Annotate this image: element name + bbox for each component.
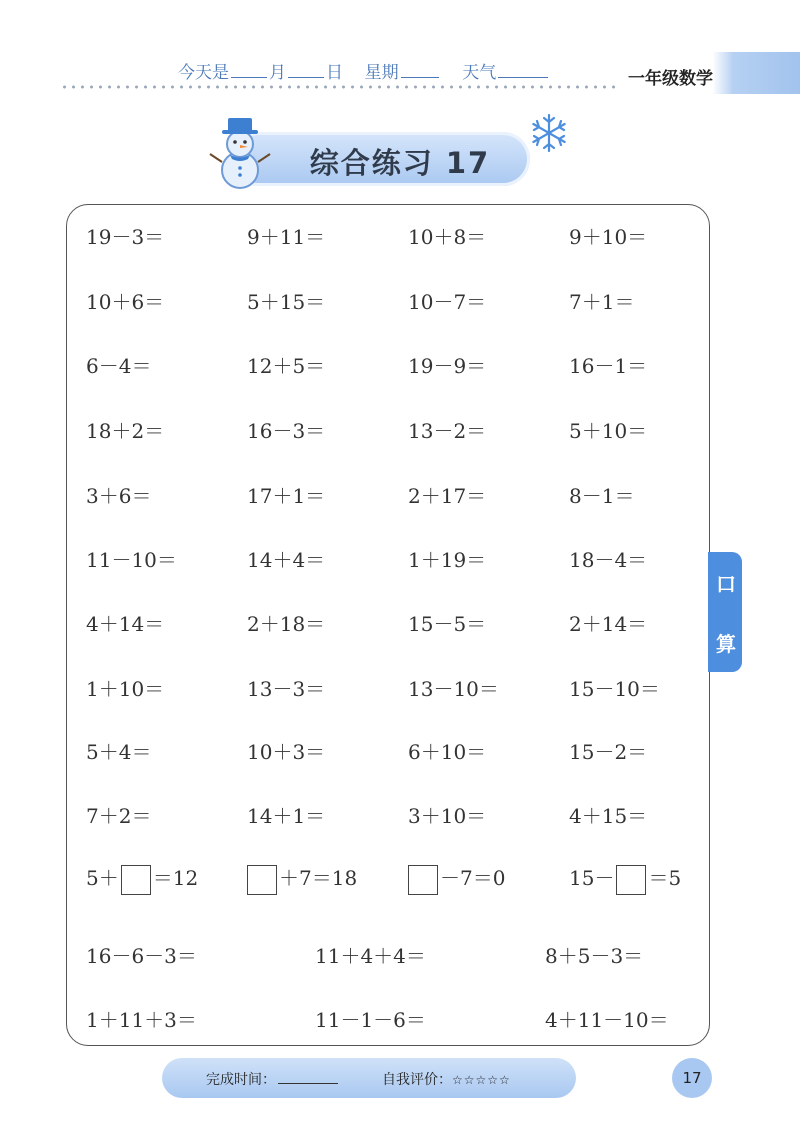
grade-label: 一年级数学 <box>628 69 713 89</box>
problem: 11－10＝ <box>86 548 177 572</box>
answer-box[interactable] <box>616 865 646 895</box>
weather-blank[interactable] <box>498 61 548 78</box>
problem: 19－9＝ <box>408 354 487 378</box>
snowflake-icon <box>528 112 570 154</box>
problem: 16－1＝ <box>569 354 648 378</box>
self-eval-label: 自我评价： <box>382 1072 452 1088</box>
weather-label: 天气 <box>462 63 497 83</box>
problem-part: 15－ <box>569 866 615 890</box>
problem: 6－4＝ <box>86 354 152 378</box>
day-blank[interactable] <box>288 61 324 78</box>
problem: 1＋19＝ <box>408 548 487 572</box>
fill-blank-problem <box>245 862 357 895</box>
problem: 1＋10＝ <box>86 677 165 701</box>
problem: 2＋14＝ <box>569 612 648 636</box>
problem: 14＋4＝ <box>247 548 326 572</box>
problem: 10＋6＝ <box>86 290 165 314</box>
problem: 14＋1＝ <box>247 804 326 828</box>
problem: 6＋10＝ <box>408 740 487 764</box>
problem: 19－3＝ <box>86 225 165 249</box>
problem: 11＋4＋4＝ <box>315 944 426 968</box>
rating-stars[interactable]: ☆☆☆☆☆ <box>452 1073 511 1087</box>
problem: 1＋11＋3＝ <box>86 1008 197 1032</box>
problem-part: ＋7＝18 <box>279 866 358 890</box>
problem: 18＋2＝ <box>86 419 165 443</box>
problem: 10＋8＝ <box>408 225 487 249</box>
problem: 7＋2＝ <box>86 804 152 828</box>
problem: 5＋10＝ <box>569 419 648 443</box>
problem-part: 5＋ <box>86 866 119 890</box>
snowman-icon <box>208 112 272 190</box>
side-tab-char: 算 <box>716 632 736 656</box>
problem: 3＋10＝ <box>408 804 487 828</box>
problem: 16－6－3＝ <box>86 944 197 968</box>
fill-blank-problem <box>86 862 198 895</box>
weekday-label: 星期 <box>364 63 399 83</box>
month-blank[interactable] <box>231 61 267 78</box>
problem: 4＋15＝ <box>569 804 648 828</box>
completion-time-blank[interactable] <box>278 1071 338 1084</box>
problem: 2＋17＝ <box>408 484 487 508</box>
problem: 7＋1＝ <box>569 290 635 314</box>
problem: 17＋1＝ <box>247 484 326 508</box>
problem: 11－1－6＝ <box>315 1008 426 1032</box>
fill-blank-problem <box>406 862 505 895</box>
side-tab-char: 口 <box>716 572 736 596</box>
self-evaluation <box>382 1069 511 1089</box>
fill-blank-problem <box>569 862 681 895</box>
answer-box[interactable] <box>121 865 151 895</box>
problem: 4＋14＝ <box>86 612 165 636</box>
problem: 8＋5－3＝ <box>545 944 644 968</box>
problem: 8－1＝ <box>569 484 635 508</box>
problem: 3＋6＝ <box>86 484 152 508</box>
problem: 12＋5＝ <box>247 354 326 378</box>
problem: 16－3＝ <box>247 419 326 443</box>
page-number: 17 <box>672 1058 712 1098</box>
problem: 15－5＝ <box>408 612 487 636</box>
completion-time <box>206 1069 338 1089</box>
day-label: 日 <box>326 63 343 83</box>
problem-part: ＝5 <box>648 866 682 890</box>
page-title: 综合练习 17 <box>309 146 491 180</box>
problem: 13－10＝ <box>408 677 499 701</box>
date-line <box>178 58 550 83</box>
problem-part: ＝12 <box>152 866 199 890</box>
completion-label: 完成时间： <box>206 1072 276 1088</box>
answer-box[interactable] <box>247 865 277 895</box>
problem: 10－7＝ <box>408 290 487 314</box>
problem: 13－3＝ <box>247 677 326 701</box>
problem: 9＋11＝ <box>247 225 326 249</box>
today-label: 今天是 <box>178 63 229 83</box>
answer-box[interactable] <box>408 865 438 895</box>
problem: 5＋4＝ <box>86 740 152 764</box>
dotted-divider <box>60 85 620 89</box>
problem: 4＋11－10＝ <box>545 1008 669 1032</box>
problem: 10＋3＝ <box>247 740 326 764</box>
problem: 13－2＝ <box>408 419 487 443</box>
problem: 18－4＝ <box>569 548 648 572</box>
problem: 5＋15＝ <box>247 290 326 314</box>
month-label: 月 <box>269 63 286 83</box>
problem: 15－10＝ <box>569 677 660 701</box>
weekday-blank[interactable] <box>401 61 439 78</box>
problem-part: －7＝0 <box>440 866 506 890</box>
problem: 9＋10＝ <box>569 225 648 249</box>
problem: 15－2＝ <box>569 740 648 764</box>
problem: 2＋18＝ <box>247 612 326 636</box>
